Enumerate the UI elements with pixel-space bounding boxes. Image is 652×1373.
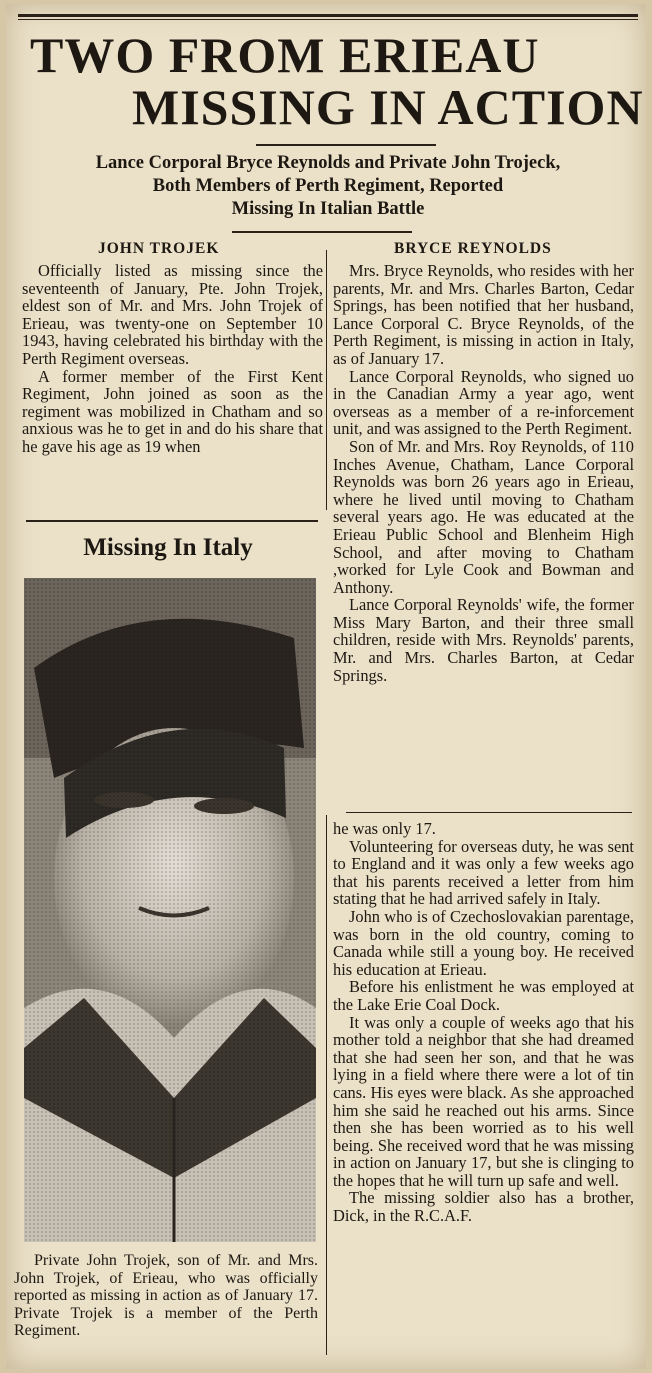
paragraph: It was only a couple of weeks ago that his mother told a neighbor that she had dreamed that she had seen her son, and that he was lying in a field where there were a lot of tin cans. His eyes were black. As she approached him she said he reached out his arms. Since then she has been worried as to his well being. She received word that he was missing in action on January 17, but she is clinging to the hopes that he will turn up safe and well.	[333, 1012, 634, 1190]
column-rule-lower	[326, 815, 327, 1355]
paragraph: Mrs. Bryce Reynolds, who resides with her parents, Mr. and Mrs. Charles Barton, Cedar Springs, has been notified that her husband, Lance Corporal C. Bryce Reynolds, of the Perth Regiment, is missing in action in Italy, as of January 17.	[333, 261, 634, 368]
paragraph: Before his enlistment he was employed at the Lake Erie Coal Dock.	[333, 977, 634, 1014]
soldier-portrait-photo	[24, 578, 316, 1242]
deck-line-2: Both Members of Perth Regiment, Reported	[152, 176, 504, 196]
portrait-illustration	[24, 578, 316, 1242]
top-rule-thin	[18, 19, 638, 20]
byline-john-trojek: JOHN TROJEK	[98, 240, 220, 257]
photo-heading: Missing In Italy	[83, 534, 253, 561]
paragraph: Lance Corporal Reynolds' wife, the former Miss Mary Barton, and their three small children, reside with Mrs. Reynolds' parents, Mr. and Mrs. Charles Barton, at Cedar Springs.	[333, 595, 634, 685]
right-column-article	[333, 262, 634, 684]
headline-divider	[256, 144, 436, 146]
headline-line-1: TWO FROM ERIEAU	[30, 27, 540, 83]
headline-line-2: MISSING IN ACTION	[132, 79, 644, 135]
paragraph: he was only 17.	[333, 819, 436, 838]
deck-divider	[232, 231, 412, 233]
deck-subhead	[18, 152, 638, 221]
paragraph: John who is of Czechoslovakian parentage, was born in the old country, coming to Canada while still a young boy. He received his education at Erieau.	[333, 906, 634, 979]
byline-bryce-reynolds: BRYCE REYNOLDS	[394, 240, 552, 257]
section-rule-right	[346, 812, 632, 813]
photo-caption: Private John Trojek, son of Mr. and Mrs. John Trojek, of Erieau, who was officially reported as missing in action as of January 17. Private Trojek is a member of the Perth Regiment.	[14, 1252, 318, 1340]
deck-line-3: Missing In Italian Battle	[231, 199, 425, 219]
paragraph: Lance Corporal Reynolds, who signed uo in the Canadian Army a year ago, went overseas as a member of a re-inforcement unit, and was assigned to the Perth Regiment.	[333, 366, 634, 439]
paragraph: The missing soldier also has a brother, Dick, in the R.C.A.F.	[333, 1188, 634, 1226]
left-column-article	[22, 262, 323, 456]
paragraph: Volunteering for overseas duty, he was sent to England and it was only a few weeks ago that his parents received a letter from him stating that he had arrived safely in Italy.	[333, 836, 634, 909]
column-rule-upper	[326, 250, 327, 510]
deck-line-1: Lance Corporal Bryce Reynolds and Private John Trojeck,	[95, 153, 561, 173]
continuation-article	[333, 820, 634, 1225]
top-rule	[18, 14, 638, 17]
paragraph: Officially listed as missing since the seventeenth of January, Pte. John Trojek, eldest son of Mr. and Mrs. John Trojek of Erieau, was twenty-one on September 10 1943, having celebrated his birthday with the Perth Regiment overseas.	[22, 261, 323, 368]
section-rule-left	[26, 520, 318, 522]
paragraph: Son of Mr. and Mrs. Roy Reynolds, of 110 Inches Avenue, Chatham, Lance Corporal Reynolds was born 26 years ago in Erieau, where he lived until moving to Chatham several years ago. He was educated at the Erieau Public School and Blenheim High School, and after moving to Chatham ,worked for Lyle Cook and Bowman and Anthony.	[333, 436, 634, 597]
paragraph: A former member of the First Kent Regiment, John joined as soon as the regiment was mobilized in Chatham and so anxious was he to get in and do his share that he gave his age as 19 when	[22, 366, 323, 456]
